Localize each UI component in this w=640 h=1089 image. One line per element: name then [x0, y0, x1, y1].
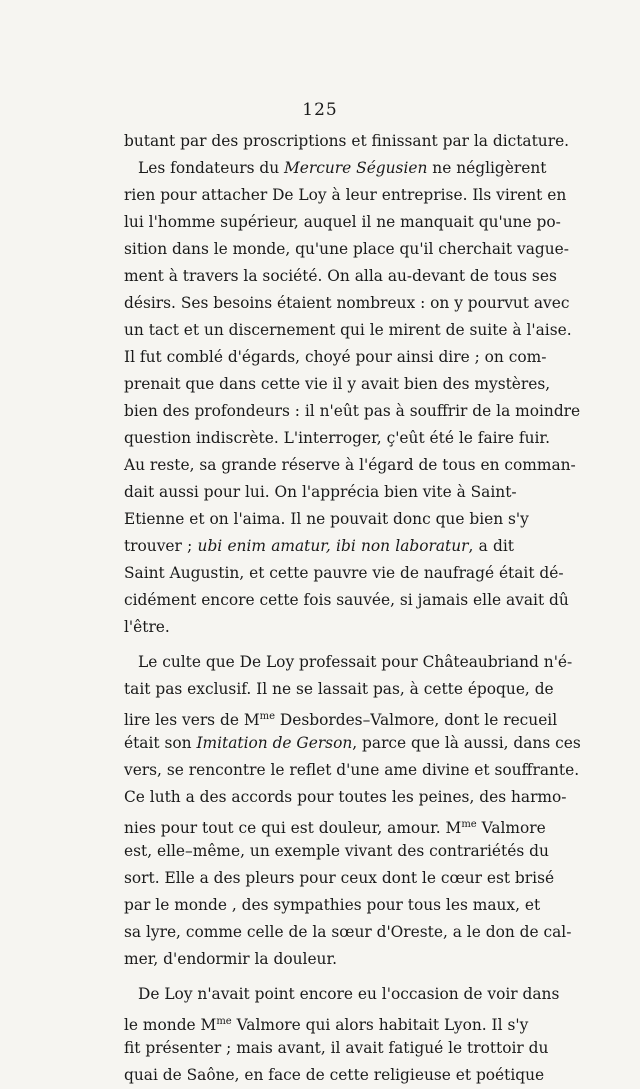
text-line	[124, 317, 572, 344]
text-run: trouver ;	[124, 537, 198, 555]
text-run: nies pour tout ce qui est douleur, amour. M	[124, 819, 462, 837]
superscript-text: me	[216, 1016, 232, 1027]
text-run: par le monde , des sympathies pour tous les maux, et	[124, 896, 541, 914]
italic-text: ubi enim amatur, ibi non laboratur	[197, 537, 469, 555]
text-line	[124, 981, 560, 1008]
superscript-text: me	[259, 711, 275, 722]
text-line	[124, 865, 555, 892]
paragraph-gap	[124, 641, 514, 649]
text-line	[124, 398, 581, 425]
text-line	[124, 371, 551, 398]
text-run: Au reste, sa grande réserve à l'égard de tous en comman-	[124, 456, 576, 474]
text-run: fit présenter ; mais avant, il avait fatigué le trottoir du	[124, 1039, 549, 1057]
text-line	[124, 1062, 545, 1089]
text-run: bien des profondeurs : il n'eût pas à souffrir de la moindre	[124, 402, 581, 420]
text-line	[124, 757, 580, 784]
body-text	[124, 128, 581, 1089]
text-run: un tact et un discernement qui le mirent de suite à l'aise.	[124, 321, 572, 339]
text-run: , parce que là aussi, dans ces	[352, 734, 581, 752]
text-run: sort. Elle a des pleurs pour ceux dont le cœur est brisé	[124, 869, 555, 887]
text-run: mer, d'endormir la douleur.	[124, 950, 338, 968]
text-run: Desbordes–Valmore, dont le recueil	[275, 711, 558, 729]
text-line	[124, 209, 561, 236]
text-line	[124, 730, 581, 757]
text-run: Etienne et on l'aima. Il ne pouvait donc que bien s'y	[124, 510, 529, 528]
text-line	[124, 290, 570, 317]
paragraph-gap	[124, 973, 514, 981]
text-line	[124, 263, 557, 290]
text-run: Saint Augustin, et cette pauvre vie de naufragé était dé-	[124, 564, 564, 582]
text-line	[124, 560, 564, 587]
text-run: ne négligèrent	[427, 159, 547, 177]
text-run: vers, se rencontre le reflet d'une ame divine et souffrante.	[124, 761, 580, 779]
text-run: quai de Saône, en face de cette religieuse et poétique	[124, 1066, 545, 1084]
text-run: Il fut comblé d'égards, choyé pour ainsi dire ; on com-	[124, 348, 547, 366]
text-line	[124, 506, 529, 533]
text-run: butant par des proscriptions et finissant par la dictature.	[124, 132, 570, 150]
text-run: Valmore	[476, 819, 546, 837]
text-run: désirs. Ses besoins étaient nombreux : on y pourvut avec	[124, 294, 570, 312]
text-line	[124, 703, 558, 730]
text-run: tait pas exclusif. Il ne se lassait pas, à cette époque, de	[124, 680, 554, 698]
text-line	[124, 155, 547, 182]
text-line	[124, 676, 554, 703]
text-run: lui l'homme supérieur, auquel il ne manquait qu'une po-	[124, 213, 561, 231]
text-run: lire les vers de M	[124, 711, 260, 729]
text-run: prenait que dans cette vie il y avait bien des mystères,	[124, 375, 551, 393]
text-line	[124, 479, 517, 506]
page-number: 125	[302, 100, 338, 120]
text-line	[124, 236, 569, 263]
text-run: , a dit	[468, 537, 514, 555]
text-line	[124, 919, 572, 946]
text-run: était son	[124, 734, 197, 752]
text-line	[124, 182, 567, 209]
text-line	[124, 1035, 549, 1062]
text-run: sa lyre, comme celle de la sœur d'Oreste, a le don de cal-	[124, 923, 572, 941]
text-line	[124, 892, 541, 919]
text-run: De Loy n'avait point encore eu l'occasion de voir dans	[138, 985, 560, 1003]
text-line	[124, 784, 567, 811]
text-run: cidément encore cette fois sauvée, si jamais elle avait dû	[124, 591, 569, 609]
text-line	[124, 1008, 529, 1035]
text-line	[124, 587, 569, 614]
text-line	[124, 452, 576, 479]
text-run: Ce luth a des accords pour toutes les peines, des harmo-	[124, 788, 567, 806]
text-run: rien pour attacher De Loy à leur entreprise. Ils virent en	[124, 186, 567, 204]
text-line	[124, 344, 547, 371]
text-run: Valmore qui alors habitait Lyon. Il s'y	[231, 1016, 529, 1034]
text-run: l'être.	[124, 618, 170, 636]
text-line	[124, 649, 573, 676]
text-run: dait aussi pour lui. On l'apprécia bien vite à Saint-	[124, 483, 517, 501]
text-line	[124, 128, 570, 155]
text-run: Les fondateurs du	[138, 159, 285, 177]
text-line	[124, 533, 514, 560]
text-run: question indiscrète. L'interroger, ç'eût été le faire fuir.	[124, 429, 550, 447]
italic-text: Mercure Ségusien	[284, 159, 428, 177]
italic-text: Imitation de Gerson	[196, 734, 353, 752]
text-line	[124, 838, 549, 865]
superscript-text: me	[461, 819, 477, 830]
text-run: Le culte que De Loy professait pour Châteaubriand n'é-	[138, 653, 573, 671]
text-line	[124, 811, 546, 838]
text-run: sition dans le monde, qu'une place qu'il cherchait vague-	[124, 240, 569, 258]
text-run: le monde M	[124, 1016, 217, 1034]
text-line	[124, 425, 550, 452]
text-run: est, elle–même, un exemple vivant des contrariétés du	[124, 842, 549, 860]
text-run: ment à travers la société. On alla au-devant de tous ses	[124, 267, 557, 285]
text-line	[124, 614, 514, 641]
text-line	[124, 946, 514, 973]
